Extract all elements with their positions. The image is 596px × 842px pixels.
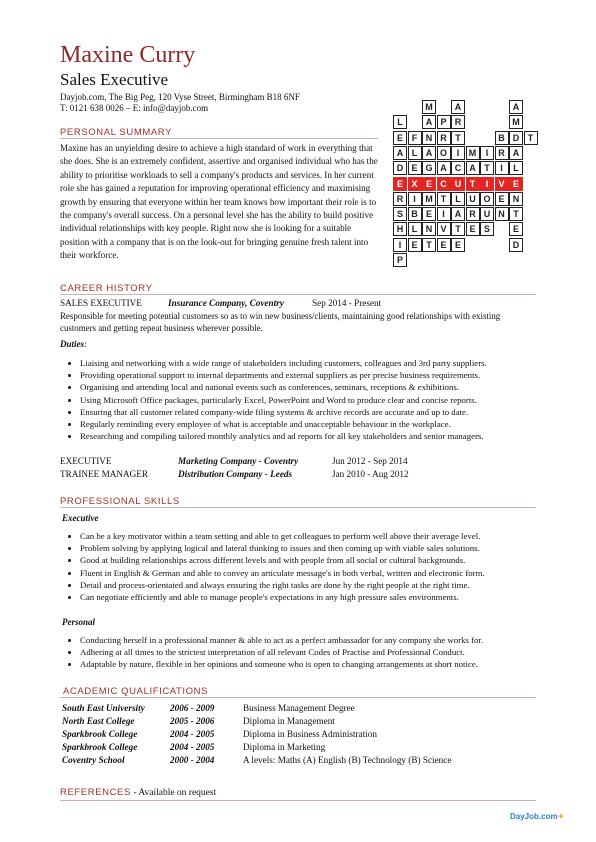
- crossword-graphic: [393, 100, 538, 268]
- crossword-cell: A: [451, 207, 465, 221]
- crossword-cell: T: [451, 131, 465, 145]
- list-item: • Good at building relationships across different levels and with people from all social or cultural backgrounds.: [80, 554, 570, 566]
- crossword-cell: U: [466, 192, 480, 206]
- crossword-cell: R: [466, 207, 480, 221]
- crossword-cell: A: [451, 100, 465, 114]
- academic-heading: ACADEMIC QUALIFICATIONS: [63, 686, 209, 697]
- crossword-cell: L: [509, 161, 523, 175]
- crossword-cell: I: [408, 192, 422, 206]
- crossword-cell: P: [437, 115, 451, 129]
- crossword-cell: A: [509, 146, 523, 160]
- crossword-cell: T: [524, 131, 538, 145]
- list-item: • Adhering at all times to the strictest interpretation of all relevant Codes of Practise and Professional Conduct.: [80, 646, 570, 658]
- list-item: • Providing operational support to internal departments and external suppliers as per precise business requirements.: [80, 369, 570, 381]
- summary-text: Maxine has an unyielding desire to achieve a high standard of work in everything that she does. She is an extremely confident, assertive and organised individual who has the ability to prioritise workloads to sell a company's products and services. In her current role she has gained a reputation for improving operational efficiency and maximising growth by ensuring that everyone within her team knows how important their role is to the company's overall success. On a personal level she has the ability to build positive individual relationships with key people. Right now she is looking for a suitable position with a company that is on the look-out for bringing genuine fresh talent into their workforce.: [60, 143, 378, 261]
- crossword-cell: A: [509, 100, 523, 114]
- crossword-cell: P: [393, 253, 407, 267]
- crossword-cell: N: [422, 131, 436, 145]
- list-item: • Ensuring that all customer related company-wide filing systems & archive records are accurate and up to date.: [80, 406, 570, 418]
- list-item: • Researching and compiling tailored monthly analytics and ad reports for all key stakeholders and senior managers.: [80, 430, 570, 442]
- crossword-cell: U: [480, 207, 494, 221]
- crossword-cell: M: [422, 192, 436, 206]
- crossword-cell: B: [495, 131, 509, 145]
- crossword-cell: E: [437, 238, 451, 252]
- academic-school: Sparkbrook College: [62, 729, 138, 739]
- academic-school: South East University: [62, 703, 145, 713]
- list-item: • Using Microsoft Office packages, particularly Excel, PowerPoint and Word to produce clear and concise reports.: [80, 394, 570, 406]
- prev-dates: Jan 2010 - Aug 2012: [332, 469, 409, 479]
- crossword-cell: L: [408, 222, 422, 236]
- crossword-cell: I: [480, 146, 494, 160]
- crossword-cell: H: [393, 222, 407, 236]
- crossword-cell: N: [422, 222, 436, 236]
- crossword-cell: M: [509, 115, 523, 129]
- crossword-cell: T: [466, 177, 480, 191]
- crossword-cell: E: [408, 161, 422, 175]
- candidate-name: Maxine Curry: [60, 42, 196, 68]
- duties-list: [60, 357, 570, 442]
- list-item: • Can negotiate efficiently and able to manage people's expectations in any high pressure sales environments.: [80, 591, 570, 603]
- personal-skills-label: Personal: [62, 617, 96, 627]
- job-title: Sales Executive: [60, 70, 169, 89]
- crossword-cell: E: [422, 207, 436, 221]
- crossword-cell: M: [422, 100, 436, 114]
- list-item: • Conducting herself in a professional manner & able to act as a perfect ambassador for any company she works for.: [80, 634, 570, 646]
- logo-star-icon: ✦: [557, 812, 565, 821]
- current-role: SALES EXECUTIVE: [60, 298, 142, 308]
- contact-address: Dayjob.com, The Big Peg, 120 Vyse Street, Birmingham B18 6NF: [60, 92, 300, 102]
- crossword-cell: E: [509, 222, 523, 236]
- summary-divider: [60, 138, 378, 139]
- crossword-cell: I: [451, 146, 465, 160]
- references-line: [60, 787, 216, 798]
- summary-heading: PERSONAL SUMMARY: [60, 127, 173, 138]
- list-item: • Fluent in English & German and able to convey an articulate message's in both verbal, written and electronic form.: [80, 567, 570, 579]
- list-item: • Regularly reminding every employee of what is acceptable and unacceptable behaviour in the workplace.: [80, 418, 570, 430]
- academic-qualification: Business Management Degree: [243, 703, 355, 713]
- academic-school: North East College: [62, 716, 135, 726]
- crossword-cell: A: [422, 115, 436, 129]
- crossword-cell: R: [437, 131, 451, 145]
- crossword-cell: A: [393, 146, 407, 160]
- references-text: - Available on request: [133, 788, 217, 798]
- academic-divider: [60, 697, 536, 698]
- crossword-cell: S: [393, 207, 407, 221]
- crossword-cell: G: [422, 161, 436, 175]
- crossword-cell: E: [422, 177, 436, 191]
- exec-skills-label: Executive: [62, 513, 99, 523]
- prev-role: TRAINEE MANAGER: [60, 469, 149, 479]
- crossword-cell: T: [509, 207, 523, 221]
- dayjob-logo[interactable]: [510, 812, 564, 821]
- crossword-cell: C: [437, 177, 451, 191]
- crossword-cell: R: [495, 146, 509, 160]
- skills-divider: [60, 507, 536, 508]
- prev-dates: Jun 2012 - Sep 2014: [332, 456, 408, 466]
- crossword-cell: E: [393, 131, 407, 145]
- crossword-cell: U: [451, 177, 465, 191]
- career-heading: CAREER HISTORY: [60, 283, 153, 294]
- crossword-cell: L: [408, 146, 422, 160]
- crossword-cell: R: [393, 192, 407, 206]
- list-item: • Adaptable by nature, flexible in her opinions and someone who is open to changing arrangements at short notice.: [80, 658, 570, 670]
- academic-years: 2005 - 2006: [170, 716, 215, 726]
- academic-qualification: Diploma in Management: [243, 716, 335, 726]
- references-heading: REFERENCES: [60, 787, 131, 798]
- prev-company: Distribution Company - Leeds: [178, 469, 293, 479]
- duties-colon: :: [84, 339, 87, 349]
- personal-skills-list: [60, 634, 570, 671]
- crossword-cell: D: [393, 161, 407, 175]
- duties-label: [60, 339, 87, 349]
- crossword-cell: T: [480, 161, 494, 175]
- crossword-cell: B: [408, 207, 422, 221]
- academic-years: 2006 - 2009: [170, 703, 215, 713]
- crossword-cell: D: [509, 131, 523, 145]
- crossword-cell: T: [422, 238, 436, 252]
- list-item: • Organising and attending local and national events such as conferences, seminars, receptions & exhibitions.: [80, 381, 570, 393]
- crossword-cell: A: [466, 161, 480, 175]
- academic-years: 2004 - 2005: [170, 742, 215, 752]
- academic-years: 2000 - 2004: [170, 755, 215, 765]
- crossword-cell: O: [480, 192, 494, 206]
- crossword-cell: I: [480, 177, 494, 191]
- crossword-cell: L: [451, 192, 465, 206]
- logo-text: DayJob.com: [510, 812, 558, 821]
- academic-years: 2004 - 2005: [170, 729, 215, 739]
- crossword-cell: V: [437, 222, 451, 236]
- list-item: • Liaising and networking with a wide range of stakeholders including customers, colleagues and 3rd party suppliers.: [80, 357, 570, 369]
- academic-qualification: A levels: Maths (A) English (B) Technology (B) Science: [243, 755, 452, 765]
- references-divider: [60, 800, 536, 801]
- crossword-cell: V: [495, 177, 509, 191]
- crossword-cell: M: [466, 146, 480, 160]
- contact-phone-email: T: 0121 638 0026 – E: info@dayjob.com: [60, 103, 209, 113]
- academic-school: Coventry School: [62, 755, 125, 765]
- academic-qualification: Diploma in Business Administration: [243, 729, 377, 739]
- crossword-cell: S: [480, 222, 494, 236]
- crossword-cell: A: [437, 161, 451, 175]
- crossword-cell: X: [408, 177, 422, 191]
- list-item: • Problem solving by applying logical and lateral thinking to issues and then coming up with viable sales solutions.: [80, 542, 570, 554]
- crossword-cell: A: [422, 146, 436, 160]
- crossword-cell: E: [466, 222, 480, 236]
- crossword-cell: E: [408, 238, 422, 252]
- crossword-cell: E: [495, 192, 509, 206]
- exec-skills-list: [60, 530, 570, 603]
- crossword-cell: L: [393, 115, 407, 129]
- crossword-cell: T: [451, 222, 465, 236]
- crossword-cell: I: [437, 207, 451, 221]
- prev-role: EXECUTIVE: [60, 456, 112, 466]
- crossword-cell: T: [437, 192, 451, 206]
- crossword-cell: R: [451, 115, 465, 129]
- role-description: Responsible for meeting potential customers so as to win new business/clients, maintaining good relationships with existing customers and getting repeat business wherever possible.: [60, 311, 501, 333]
- crossword-cell: O: [437, 146, 451, 160]
- skills-heading: PROFESSIONAL SKILLS: [60, 496, 180, 507]
- prev-company: Marketing Company - Coventry: [178, 456, 299, 466]
- career-divider: [60, 294, 536, 295]
- crossword-cell: I: [393, 238, 407, 252]
- current-dates: Sep 2014 - Present: [312, 298, 382, 308]
- crossword-cell: F: [408, 131, 422, 145]
- list-item: • Detail and process-orientated and always ensuring the right tasks are done by the right people at the right time.: [80, 579, 570, 591]
- list-item: • Can be a key motivator within a team setting and able to get colleagues to perform well above their average level.: [80, 530, 570, 542]
- crossword-cell: E: [509, 177, 523, 191]
- crossword-cell: I: [495, 161, 509, 175]
- crossword-cell: E: [451, 238, 465, 252]
- crossword-cell: N: [495, 207, 509, 221]
- duties-label-text: Duties: [60, 339, 85, 349]
- academic-school: Sparkbrook College: [62, 742, 138, 752]
- academic-qualification: Diploma in Marketing: [243, 742, 326, 752]
- current-company: Insurance Company, Coventry: [168, 298, 284, 308]
- crossword-cell: E: [393, 177, 407, 191]
- crossword-cell: D: [509, 238, 523, 252]
- crossword-cell: C: [451, 161, 465, 175]
- crossword-cell: N: [509, 192, 523, 206]
